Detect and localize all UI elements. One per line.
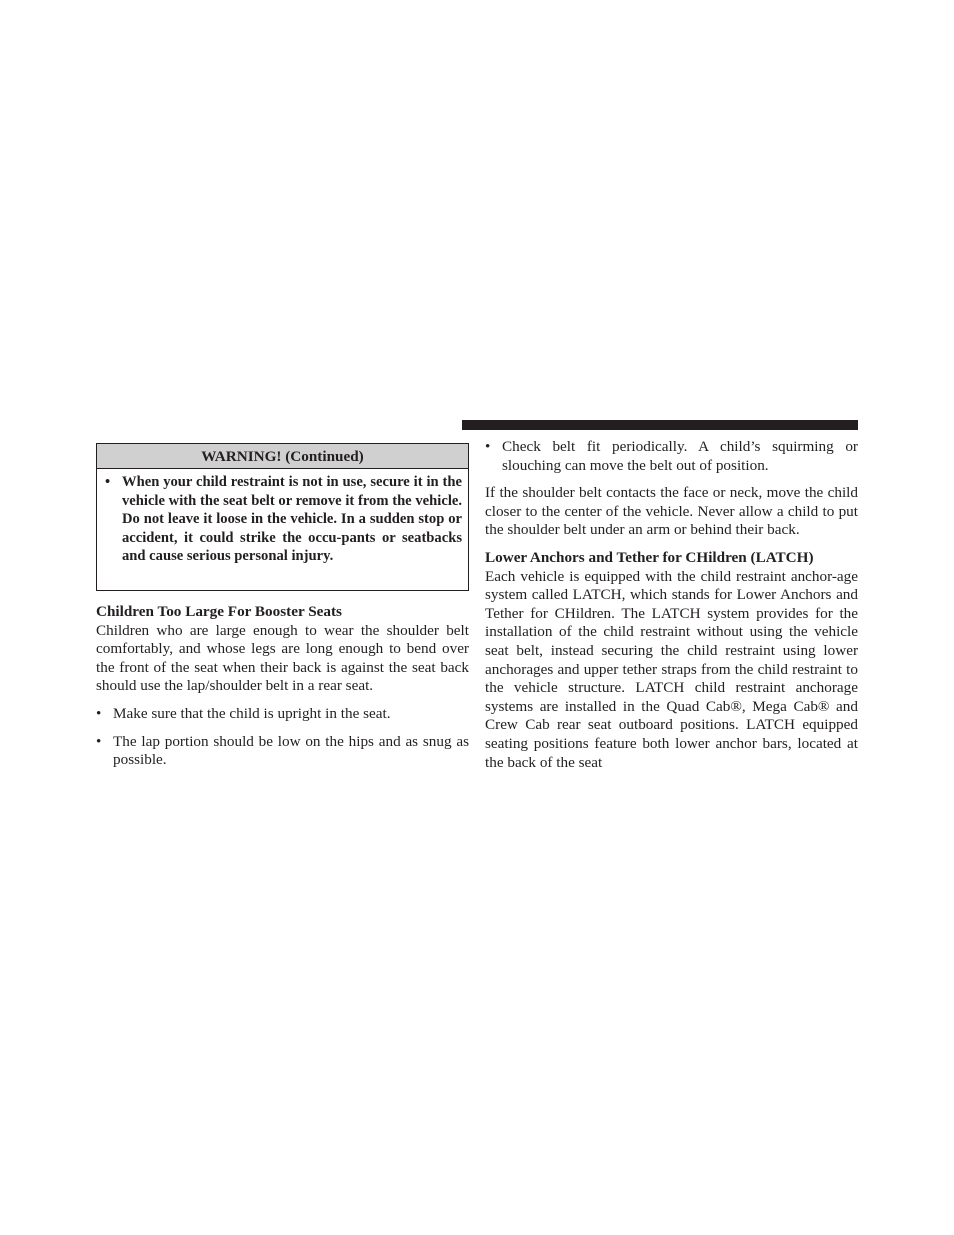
- right-column: [485, 438, 858, 772]
- list-item-text: Make sure that the child is upright in the seat.: [113, 704, 391, 722]
- header-rule: [462, 420, 858, 430]
- warning-box: [96, 443, 469, 591]
- bullet-icon: •: [105, 474, 111, 490]
- list-item: [96, 705, 469, 724]
- warning-bullet-text: When your child restraint is not in use, secure it in the vehicle with the seat belt or remove it from the vehicle. Do not leave it loose in the vehicle. In a sudden stop or accident, it could strike the occu-pants or seatbacks and cause serious personal injury.: [122, 474, 462, 565]
- bullet-icon: •: [96, 704, 102, 722]
- list-item: [485, 438, 858, 475]
- section-heading-booster: Children Too Large For Booster Seats: [96, 603, 342, 620]
- left-column: [96, 443, 469, 770]
- warning-bullet: [105, 473, 462, 566]
- warning-title: WARNING! (Continued): [97, 444, 468, 469]
- list-item-text: Check belt fit periodically. A child’s squirming or slouching can move the belt out of position.: [502, 438, 858, 474]
- booster-paragraph: Children who are large enough to wear the shoulder belt comfortably, and whose legs are long enough to bend over the front of the seat when their back is against the seat back should use the lap/shoulder belt in a rear seat.: [96, 621, 469, 695]
- latch-paragraph: Each vehicle is equipped with the child restraint anchor-age system called LATCH, which stands for Lower Anchors and Tether for CHildren. The LATCH system provides for the installation of the child restraint without using the vehicle seat belt, instead securing the child restraint using lower anchorages and upper tether straps from the child restraint to the vehicle structure. LATCH child restraint anchorage systems are installed in the Quad Cab®, Mega Cab® and Crew Cab rear seat outboard positions. LATCH equipped seating positions feature both lower anchor bars, located at the back of the seat: [485, 567, 858, 771]
- list-item-text: The lap portion should be low on the hips and as snug as possible.: [113, 732, 469, 769]
- warning-body: [97, 469, 468, 566]
- list-item: [96, 733, 469, 770]
- shoulder-belt-paragraph: If the shoulder belt contacts the face or neck, move the child closer to the center of the vehicle. Never allow a child to put the shoulder belt under an arm or behind their back.: [485, 484, 858, 539]
- bullet-icon: •: [485, 438, 491, 455]
- section-heading-latch: Lower Anchors and Tether for CHildren (LATCH): [485, 548, 814, 566]
- bullet-icon: •: [96, 732, 102, 750]
